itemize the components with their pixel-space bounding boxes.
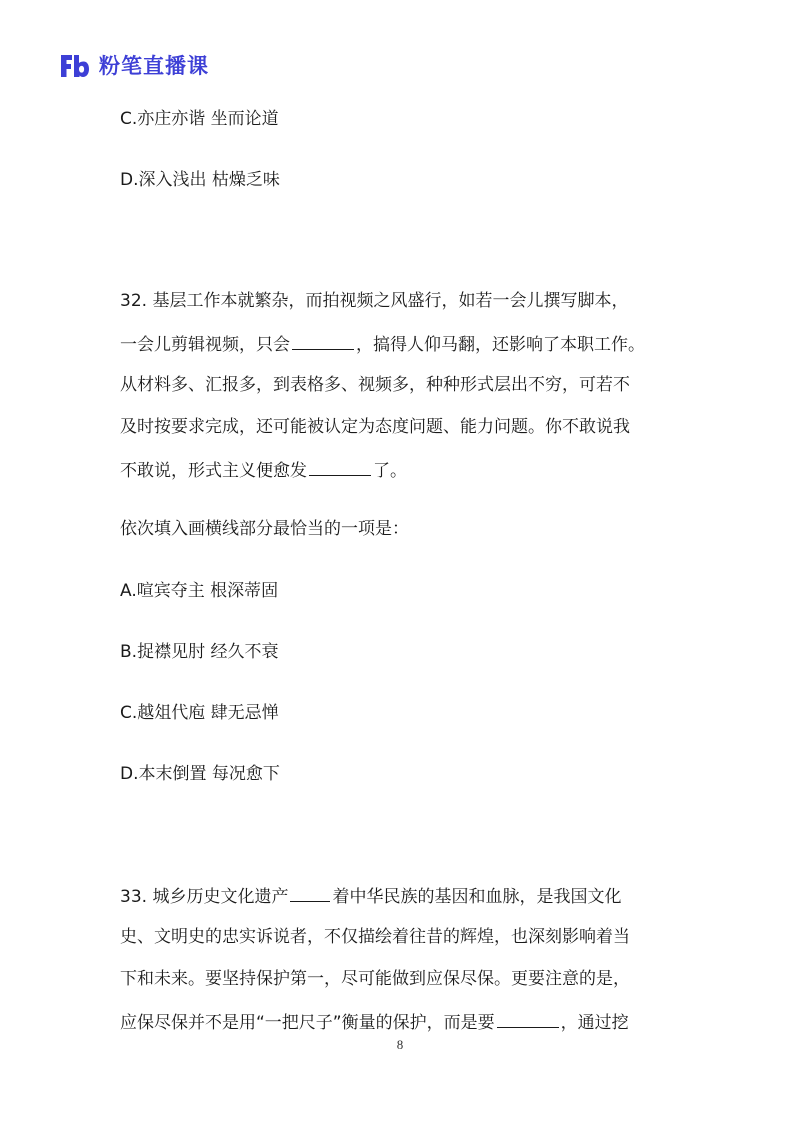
q32-option-b: B.捉襟见肘 经久不衰 bbox=[120, 642, 279, 662]
q32-line-2-text: 一会儿剪辑视频，只会 bbox=[120, 335, 290, 355]
q32-option-d: D.本末倒置 每况愈下 bbox=[120, 764, 280, 784]
fenbi-fb-logo-icon bbox=[58, 52, 90, 80]
q32-prompt: 依次填入画横线部分最恰当的一项是： bbox=[120, 519, 409, 539]
q33-line-4-text-after: ，通过挖 bbox=[560, 1013, 629, 1033]
q32-line-5-text: 不敢说，形式主义便愈发 bbox=[120, 461, 307, 481]
q32-line-4-text: 及时按要求完成，还可能被认定为态度问题、能力问题。你不敢说我 bbox=[120, 417, 630, 437]
q33-line-2 bbox=[120, 925, 630, 949]
q33-line-3-text: 下和未来。要坚持保护第一，尽可能做到应保尽保。更要注意的是， bbox=[120, 969, 630, 989]
q33-line-1-text: 33. 城乡历史文化遗产 bbox=[120, 887, 289, 907]
q33-line-4-text: 应保尽保并不是用“一把尺子”衡量的保护，而是要 bbox=[120, 1013, 495, 1033]
q32-line-3-text: 从材料多、汇报多，到表格多、视频多，种种形式层出不穷，可若不 bbox=[120, 375, 630, 395]
q32-line-1-text: 32. 基层工作本就繁杂，而拍视频之风盛行，如若一会儿撰写脚本， bbox=[120, 291, 629, 311]
fill-blank-4 bbox=[497, 1009, 559, 1028]
q33-line-1 bbox=[120, 883, 621, 909]
fill-blank-1 bbox=[292, 331, 354, 350]
q32-line-2 bbox=[120, 331, 645, 357]
option-d-prev: D.深入浅出 枯燥乏味 bbox=[120, 170, 280, 190]
q32-line-1 bbox=[120, 289, 628, 313]
q33-line-2-text: 史、文明史的忠实诉说者，不仅描绘着往昔的辉煌，也深刻影响着当 bbox=[120, 927, 630, 947]
fill-blank-2 bbox=[309, 457, 371, 476]
q32-option-a: A.喧宾夺主 根深蒂固 bbox=[120, 581, 279, 601]
q32-line-3 bbox=[120, 373, 630, 397]
q33-line-4 bbox=[120, 1009, 629, 1035]
q32-line-2-text-after: ，搞得人仰马翻，还影响了本职工作。 bbox=[356, 335, 645, 355]
fill-blank-3 bbox=[290, 883, 330, 902]
q32-option-c: C.越俎代庖 肆无忌惮 bbox=[120, 703, 279, 723]
q33-line-1-text-after: 着中华民族的基因和血脉，是我国文化 bbox=[332, 887, 622, 907]
q32-line-4 bbox=[120, 415, 630, 439]
option-c-prev: C.亦庄亦谐 坐而论道 bbox=[120, 109, 279, 129]
page-number: 8 bbox=[396, 1037, 404, 1052]
q32-line-5 bbox=[120, 457, 407, 483]
brand-header bbox=[58, 52, 209, 80]
q33-line-3 bbox=[120, 967, 630, 991]
q32-line-5-text-after: 了。 bbox=[373, 461, 407, 481]
brand-name: 粉笔直播课 bbox=[99, 54, 209, 78]
